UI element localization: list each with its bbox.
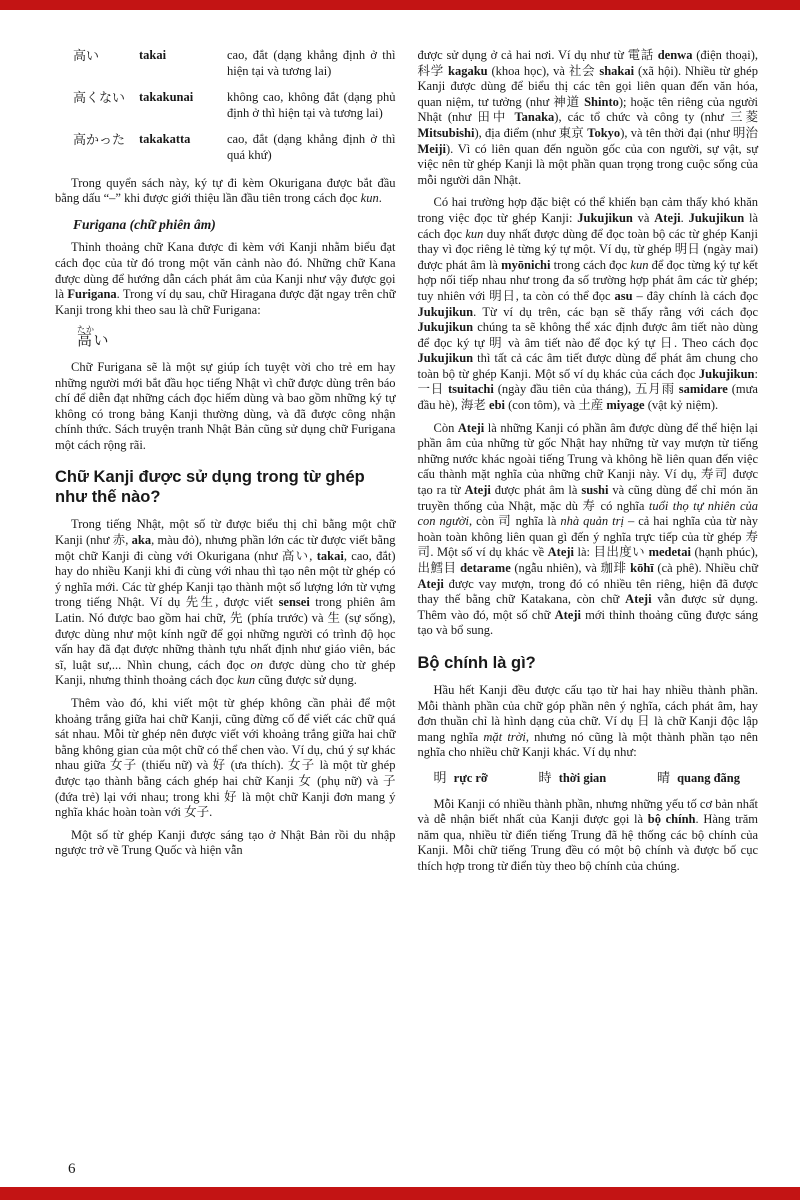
top-border-bar (0, 0, 800, 10)
paragraph-compound-3: Một số từ ghép Kanji được sáng tạo ở Nhật Bản rồi du nhập ngược trở về Trung Quốc và hiện vẫn (55, 827, 396, 858)
furigana-example (77, 325, 396, 350)
example-kanji: 時 (538, 769, 552, 785)
page-content (0, 10, 800, 1187)
vocab-kanji: 高い (73, 48, 100, 63)
paragraph-compound-1: Trong tiếng Nhật, một số từ được biểu thị chỉ bằng một chữ Kanji (như 赤, aka, màu đỏ), nhưng phần lớn các từ được viết bằng một chữ Kanji đi cùng với Okurigana (như 高い, takai, cao, đắt) hay do nhiều Kanji khi đi cùng với nhau thì tạo nên một từ ghép có ý nghĩa mới. Các từ ghép Kanji tạo thành một số lượng lớn từ vựng trong tiếng Nhật. Ví dụ 先生, được viết sensei trong phiên âm Latin. Nó được bao gồm hai chữ, 先 (phía trước) và 生 (sự sống), được dùng như một kính ngữ để gọi những người có trình độ học vấn hay đã đạt được những thành tựu nhất định như giáo viên, bác sĩ, luật sư,... Nhìn chung, cách đọc on được dùng cho từ ghép Kanji, nhưng thỉnh thoảng cách đọc kun cũng được sử dụng. (55, 517, 396, 688)
okurigana-suffix: い (93, 333, 109, 350)
paragraph-ateji: Còn Ateji là những Kanji có phần âm được dùng để thể hiện lại phần âm của những từ gốc Nhật hay những từ vay mượn từ tiếng những nước khác ngoài tiếng Trung và không hề liên quan đến việc cấu thành mặt nghĩa của những chữ Kanji này. Ví dụ, 寿司 được tạo ra từ Ateji được phát âm là sushi và cũng dùng để chỉ món ăn truyền thống của Nhật, mặc dù 寿 có nghĩa tuổi thọ tự nhiên của con người, còn 司 nghĩa là nhà quản trị – cả hai nghĩa của từ này hoàn toàn không liên quan gì đến ý nghĩa trực tiếp của từ ghép 寿司. Một số ví dụ khác về Ateji là: 目出度い medetai (hạnh phúc), 出鱈目 detarame (ngẫu nhiên), và 珈琲 kōhī (cà phê). Nhiều chữ Ateji được vay mượn, trong đó có nhiều tên riêng, hiện đã được thay thế bằng chữ Katakana, còn chữ Ateji vẫn được sử dụng. Thêm vào đó, một số chữ Ateji mới thỉnh thoảng cũng được sáng tạo và bổ sung. (417, 420, 759, 638)
vocab-romaji: takakunai (139, 90, 194, 105)
vocab-meaning: cao, đắt (dạng khẳng định ở thì hiện tại và tương lai) (227, 48, 396, 78)
right-column (418, 48, 759, 1157)
paragraph-radical-2: Mỗi Kanji có nhiều thành phần, nhưng những yếu tố cơ bản nhất và dễ nhận biết nhất của Kanji được gọi là bộ chính. Hàng trăm năm qua, nhiều từ điển tiếng Trung đã hệ thống các bộ chính của Kanji. Mỗi chữ tiếng Trung đều có một bộ chính và được bố cục thích hợp trong từ điển tùy theo bộ chính của chúng. (417, 796, 758, 873)
example-meaning: thời gian (558, 770, 607, 785)
paragraph-radical-1: Hầu hết Kanji đều được cấu tạo từ hai hay nhiều thành phần. Mỗi thành phần của chữ góp phần nên ý nghĩa, cách phát âm, hay đơn thuần chỉ là hình dạng của chữ. Ví dụ 日 là chữ Kanji độc lập mang nghĩa mặt trời, nhưng nó cũng là một thành phần tạo nên nghĩa cho nhiều chữ Kanji khác. Ví dụ như: (417, 682, 758, 760)
ruby-kanji (77, 325, 95, 350)
vocab-romaji: takai (139, 48, 167, 62)
paragraph-furigana-benefit: Chữ Furigana sẽ là một sự giúp ích tuyệt vời cho trẻ em hay những người mới bắt đầu học tiếng Nhật vì chữ được dùng trên báo chí để diễn đạt những cách đọc hiếm dùng và bao gồm những ký tự không có trong bảng Kanji thường dùng, và đã được công nhận chính thức. Sách truyện tranh Nhật Bản cũng sử dụng chữ Furigana một cách rộng rãi. (55, 359, 396, 452)
bottom-border-bar (0, 1187, 800, 1200)
example-kanji: 明 (433, 769, 447, 785)
radical-example (657, 770, 740, 787)
vocab-meaning: cao, đắt (dạng khẳng định ở thì quá khứ) (227, 132, 396, 162)
paragraph-furigana-intro: Thỉnh thoảng chữ Kana được đi kèm với Kanji nhằm biểu đạt cách đọc của từ đó trong một văn cảnh nào đó. Những chữ Kana được dùng để hướng dẫn cách phát âm của Kanji như vậy được gọi là Furigana. Trong ví dụ sau, chữ Hiragana được đặt ngay trên chữ Kanji trong khi theo sau là chữ Furigana: (55, 240, 396, 317)
example-meaning: quang đãng (677, 770, 740, 785)
page-number: 6 (68, 1161, 76, 1177)
vocab-kanji: 高くない (73, 90, 126, 106)
example-meaning: rực rỡ (453, 770, 488, 785)
kanji-base: 高 (77, 333, 95, 350)
compound-heading: Chữ Kanji được sử dụng trong từ ghép như thế nào? (55, 468, 365, 507)
furigana-reading: たか (77, 325, 95, 335)
example-kanji: 晴 (656, 769, 670, 785)
paragraph-okurigana-note: Trong quyển sách này, ký tự đi kèm Okurigana được bắt đầu bằng dấu “–” khi được giới thiệu lần đầu tiên trong cách đọc kun. (55, 175, 396, 206)
vocab-row (55, 132, 396, 163)
vocab-table (55, 48, 396, 164)
radical-example (539, 770, 607, 787)
radical-example (434, 770, 488, 787)
vocab-kanji: 高かった (73, 132, 126, 148)
vocab-meaning: không cao, không đắt (dạng phủ định ở thì hiện tại và tương lai) (227, 90, 396, 120)
paragraph-compound-2: Thêm vào đó, khi viết một từ ghép không cần phải để một khoảng trắng giữa hai chữ Kanji, cũng đừng cố để viết các chữ quá sát nhau. Mỗi từ ghép nên được viết với khoảng trắng giữa hai chữ bằng không gian của một chữ có thể chen vào. Ví dụ, chú ý sự khác nhau giữa 女子 (thiếu nữ) và 好 (ưa thích). 女子 là một từ ghép được tạo thành bằng cách ghép hai chữ Kanji 女 (phụ nữ) và 子 (đứa trẻ) lại với nhau; trong khi 好 là một chữ Kanji đơn mang ý nghĩa khác hoàn toàn với 女子. (55, 696, 396, 820)
vocab-row (55, 90, 396, 121)
paragraph-compound-continued: được sử dụng ở cả hai nơi. Ví dụ như từ 電話 denwa (điện thoại), 科学 kagaku (khoa học), và 社会 shakai (xã hội). Nhiều từ ghép Kanji được dùng để biểu thị các tên gọi liên quan đến văn hóa, quan niệm, tư tưởng (như 神道 Shinto); hoặc tên riêng của người Nhật (như 田中 Tanaka), các tổ chức và công ty (như 三菱 Mitsubishi), địa điểm (như 東京 Tokyo), và tên thời đại (như 明治 Meiji). Vì có liên quan đến nguồn gốc của con người, sự vật, sự việc nên từ ghép Kanji là một phần quan trọng trong cuộc sống của mỗi người dân Nhật. (417, 48, 758, 187)
paragraph-jukujikun: Có hai trường hợp đặc biệt có thể khiến bạn cảm thấy khó khăn trong việc đọc từ ghép Kanji: Jukujikun và Ateji. Jukujikun là cách đọc kun duy nhất được dùng để đọc toàn bộ các từ ghép Kanji thay vì đọc riêng lẻ từng ký tự một. Ví dụ, từ ghép 明日 (ngày mai) được phát âm là myōnichi trong cách đọc kun để đọc từng ký tự kết hợp nối tiếp nhau như trong đa số trường hợp phát âm các từ ghép; tuy nhiên với 明日, ta còn có thể đọc asu – đây chính là cách đọc Jukujikun. Từ ví dụ trên, các bạn sẽ thấy rằng với cách đọc Jukujikun chúng ta sẽ không thể xác định được âm tiết nào dùng để đọc ký tự 明 và âm tiết nào để đọc ký tự 日. Theo cách đọc Jukujikun thì tất cả các âm tiết được dùng để phát âm chung cho toàn bộ từ ghép Kanji. Một số ví dụ khác của cách đọc Jukujikun: 一日 tsuitachi (ngày đầu tiên của tháng), 五月雨 samidare (mưa đầu hè), 海老 ebi (con tôm), và 土産 miyage (vật kỷ niệm). (417, 195, 758, 413)
vocab-row (55, 48, 396, 79)
furigana-heading: Furigana (chữ phiên âm) (73, 216, 216, 232)
left-column (55, 48, 396, 1157)
radical-heading: Bộ chính là gì? (417, 653, 536, 672)
vocab-romaji: takakatta (139, 132, 191, 147)
radical-examples-row (418, 768, 759, 789)
